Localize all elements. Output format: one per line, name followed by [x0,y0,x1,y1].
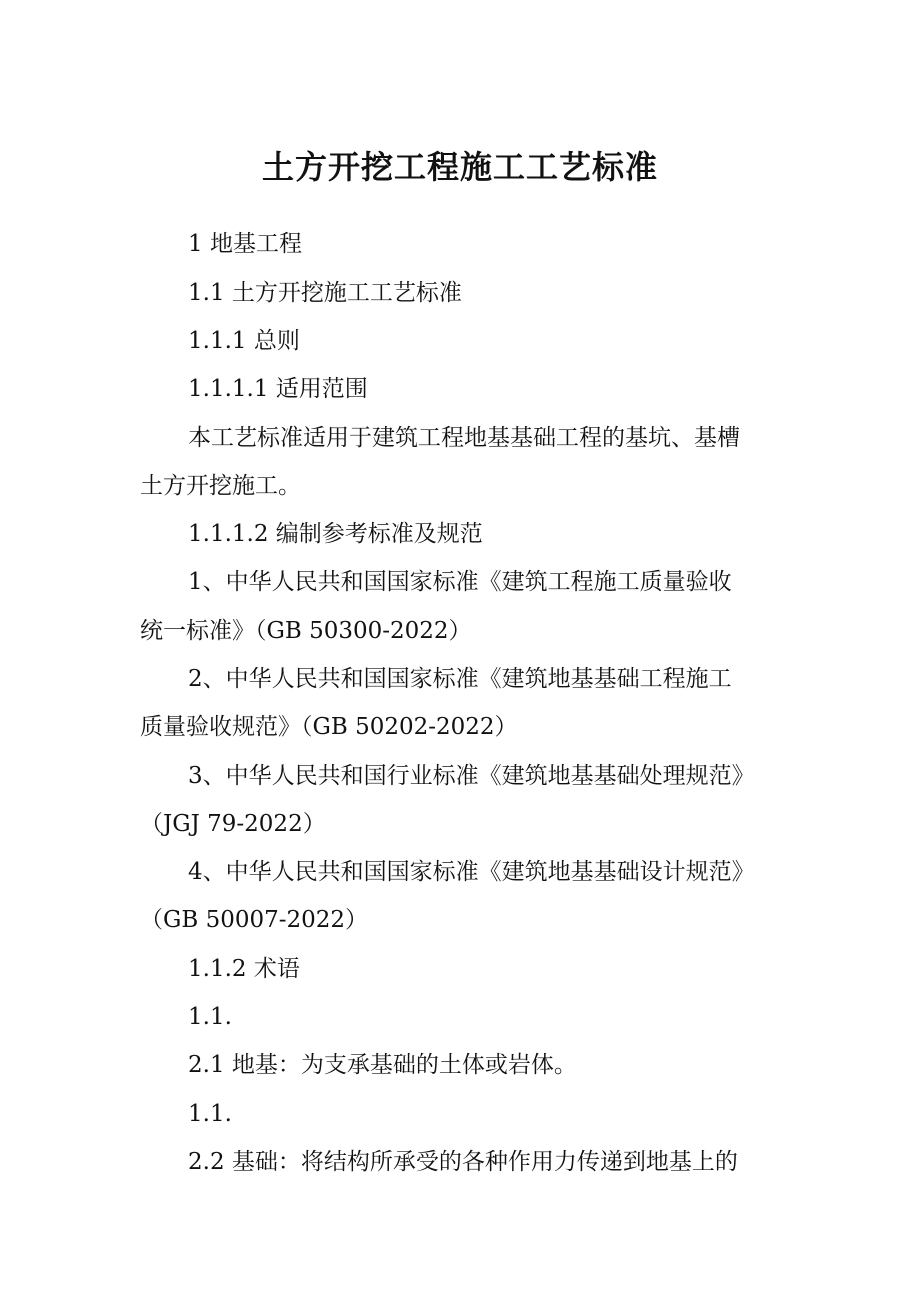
term-number: 1.1. [188,1101,232,1127]
heading-section-1-1-2: 1.1.2 术语 [188,956,300,982]
reference-item-3-cont: （JGJ 79-2022） [140,811,326,837]
page-title: 土方开挖工程施工工艺标准 [261,148,658,186]
reference-item-2: 2、中华人民共和国国家标准《建筑地基基础工程施工 [188,666,732,692]
heading-section-1-1: 1.1 土方开挖施工工艺标准 [188,280,462,306]
reference-item-4: 4、中华人民共和国国家标准《建筑地基基础设计规范》 [188,859,755,885]
paragraph-line: 土方开挖施工。 [140,473,301,499]
heading-section-1-1-1-1: 1.1.1.1 适用范围 [188,376,368,402]
reference-item-2-cont: 质量验收规范》（GB 50202-2022） [140,714,518,740]
term-definition: 2.1 地基：为支承基础的土体或岩体。 [188,1052,577,1078]
heading-section-1-1-1: 1.1.1 总则 [188,328,300,354]
reference-item-1: 1、中华人民共和国国家标准《建筑工程施工质量验收 [188,569,732,595]
reference-item-3: 3、中华人民共和国行业标准《建筑地基基础处理规范》 [188,763,755,789]
term-definition: 2.2 基础：将结构所承受的各种作用力传递到地基上的 [188,1149,738,1175]
heading-section-1-1-1-2: 1.1.1.2 编制参考标准及规范 [188,521,483,547]
term-number: 1.1. [188,1004,232,1030]
heading-section-1: 1 地基工程 [188,231,302,257]
reference-item-1-cont: 统一标准》（GB 50300-2022） [140,618,472,644]
reference-item-4-cont: （GB 50007-2022） [140,907,369,933]
paragraph-line: 本工艺标准适用于建筑工程地基基础工程的基坑、基槽 [188,425,740,451]
